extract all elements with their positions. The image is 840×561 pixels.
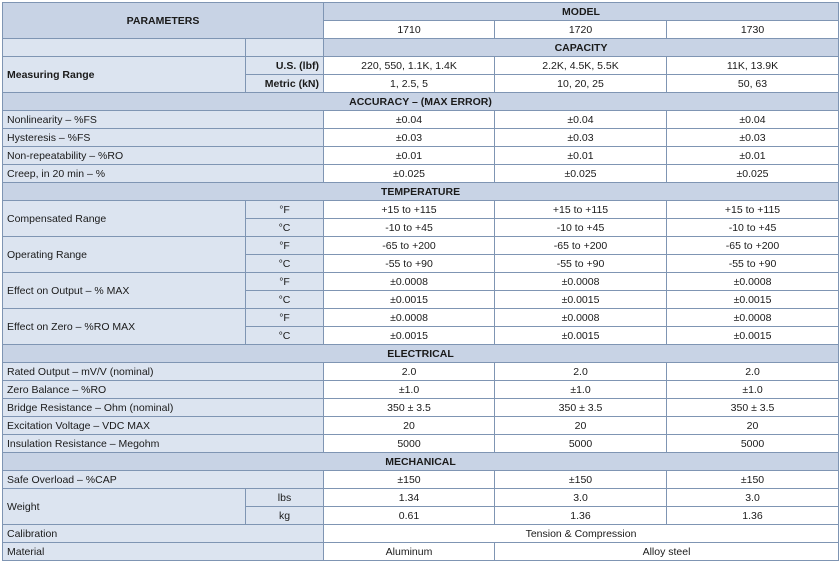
zero-balance-label: Zero Balance – %RO: [3, 381, 324, 399]
temperature-section-row: [3, 183, 839, 201]
table-row: [3, 435, 839, 453]
table-row: [3, 543, 839, 561]
model-header: MODEL: [324, 3, 839, 21]
capacity-spacer: [246, 39, 324, 57]
table-cell: 2.0: [495, 363, 667, 381]
table-row: [3, 471, 839, 489]
table-row: [3, 399, 839, 417]
table-cell: ±0.03: [667, 129, 839, 147]
table-row: [3, 417, 839, 435]
table-cell: 350 ± 3.5: [667, 399, 839, 417]
table-cell: 5000: [324, 435, 495, 453]
table-cell: 350 ± 3.5: [324, 399, 495, 417]
table-row: [3, 309, 839, 327]
unit-fahrenheit: °F: [246, 201, 324, 219]
table-row: [3, 381, 839, 399]
table-cell: ±0.04: [324, 111, 495, 129]
measuring-range-label: Measuring Range: [3, 57, 246, 93]
unit-celsius: °C: [246, 327, 324, 345]
table-row: [3, 201, 839, 219]
table-cell: -65 to +200: [324, 237, 495, 255]
unit-celsius: °C: [246, 255, 324, 273]
table-cell: ±0.03: [495, 129, 667, 147]
unit-fahrenheit: °F: [246, 273, 324, 291]
table-cell: -65 to +200: [667, 237, 839, 255]
table-cell: 20: [667, 417, 839, 435]
safe-overload-label: Safe Overload – %CAP: [3, 471, 324, 489]
table-cell: ±1.0: [495, 381, 667, 399]
table-cell: ±0.0008: [324, 273, 495, 291]
table-row: [3, 129, 839, 147]
table-cell: ±150: [324, 471, 495, 489]
table-row: [3, 111, 839, 129]
table-cell: ±0.0015: [324, 327, 495, 345]
table-cell: -10 to +45: [495, 219, 667, 237]
table-cell: ±0.0008: [324, 309, 495, 327]
table-cell: ±0.03: [324, 129, 495, 147]
material-1710: Aluminum: [324, 543, 495, 561]
excitation-voltage-label: Excitation Voltage – VDC MAX: [3, 417, 324, 435]
electrical-section-row: [3, 345, 839, 363]
unit-lbs: lbs: [246, 489, 324, 507]
insulation-resistance-label: Insulation Resistance – Megohm: [3, 435, 324, 453]
table-cell: 20: [495, 417, 667, 435]
hysteresis-label: Hysteresis – %FS: [3, 129, 324, 147]
unit-fahrenheit: °F: [246, 237, 324, 255]
table-cell: ±0.01: [667, 147, 839, 165]
bridge-resistance-label: Bridge Resistance – Ohm (nominal): [3, 399, 324, 417]
capacity-metric-1730: 50, 63: [667, 75, 839, 93]
table-cell: ±0.0015: [667, 291, 839, 309]
capacity-us-1730: 11K, 13.9K: [667, 57, 839, 75]
table-cell: -55 to +90: [667, 255, 839, 273]
capacity-us-1720: 2.2K, 4.5K, 5.5K: [495, 57, 667, 75]
mechanical-section-row: [3, 453, 839, 471]
table-row: [3, 489, 839, 507]
material-label: Material: [3, 543, 324, 561]
parameters-header: PARAMETERS: [3, 3, 324, 39]
table-row: [3, 363, 839, 381]
table-cell: +15 to +115: [495, 201, 667, 219]
unit-kg: kg: [246, 507, 324, 525]
table-cell: 1.36: [667, 507, 839, 525]
table-cell: 5000: [495, 435, 667, 453]
weight-label: Weight: [3, 489, 246, 525]
accuracy-section-row: [3, 93, 839, 111]
table-row: [3, 147, 839, 165]
mechanical-header: MECHANICAL: [3, 453, 839, 471]
table-cell: 20: [324, 417, 495, 435]
table-cell: -55 to +90: [324, 255, 495, 273]
capacity-us-row: [3, 57, 839, 75]
table-cell: ±0.0015: [324, 291, 495, 309]
accuracy-header: ACCURACY – (MAX ERROR): [3, 93, 839, 111]
table-cell: ±0.01: [495, 147, 667, 165]
unit-fahrenheit: °F: [246, 309, 324, 327]
model-1710: 1710: [324, 21, 495, 39]
unit-celsius: °C: [246, 219, 324, 237]
table-cell: ±150: [667, 471, 839, 489]
table-cell: ±0.04: [495, 111, 667, 129]
table-cell: -55 to +90: [495, 255, 667, 273]
table-cell: ±0.01: [324, 147, 495, 165]
table-cell: +15 to +115: [667, 201, 839, 219]
table-cell: 2.0: [667, 363, 839, 381]
table-cell: 3.0: [495, 489, 667, 507]
compensated-range-label: Compensated Range: [3, 201, 246, 237]
table-cell: 3.0: [667, 489, 839, 507]
table-row: [3, 237, 839, 255]
table-cell: ±0.025: [324, 165, 495, 183]
calibration-value: Tension & Compression: [324, 525, 839, 543]
creep-label: Creep, in 20 min – %: [3, 165, 324, 183]
temperature-header: TEMPERATURE: [3, 183, 839, 201]
table-cell: ±0.0015: [495, 327, 667, 345]
table-cell: 1.36: [495, 507, 667, 525]
material-1720-1730: Alloy steel: [495, 543, 839, 561]
us-lbf-label: U.S. (lbf): [246, 57, 324, 75]
table-cell: 350 ± 3.5: [495, 399, 667, 417]
header-row-model: [3, 3, 839, 21]
table-cell: -10 to +45: [324, 219, 495, 237]
table-cell: 1.34: [324, 489, 495, 507]
table-cell: ±150: [495, 471, 667, 489]
table-cell: -65 to +200: [495, 237, 667, 255]
capacity-spacer: [3, 39, 246, 57]
table-cell: +15 to +115: [324, 201, 495, 219]
table-row: [3, 273, 839, 291]
table-cell: ±1.0: [324, 381, 495, 399]
capacity-header: CAPACITY: [324, 39, 839, 57]
table-cell: ±0.0015: [495, 291, 667, 309]
table-cell: 0.61: [324, 507, 495, 525]
specifications-table: [2, 2, 839, 561]
table-cell: -10 to +45: [667, 219, 839, 237]
calibration-label: Calibration: [3, 525, 324, 543]
table-cell: ±0.0008: [495, 309, 667, 327]
table-cell: ±0.0015: [667, 327, 839, 345]
table-cell: ±0.025: [667, 165, 839, 183]
effect-on-output-label: Effect on Output – % MAX: [3, 273, 246, 309]
table-cell: ±0.0008: [667, 273, 839, 291]
table-cell: ±1.0: [667, 381, 839, 399]
nonlinearity-label: Nonlinearity – %FS: [3, 111, 324, 129]
table-cell: ±0.04: [667, 111, 839, 129]
table-cell: 5000: [667, 435, 839, 453]
metric-kn-label: Metric (kN): [246, 75, 324, 93]
effect-on-zero-label: Effect on Zero – %RO MAX: [3, 309, 246, 345]
model-1720: 1720: [495, 21, 667, 39]
rated-output-label: Rated Output – mV/V (nominal): [3, 363, 324, 381]
model-1730: 1730: [667, 21, 839, 39]
non-repeatability-label: Non-repeatability – %RO: [3, 147, 324, 165]
table-cell: ±0.0008: [667, 309, 839, 327]
operating-range-label: Operating Range: [3, 237, 246, 273]
table-cell: 2.0: [324, 363, 495, 381]
capacity-us-1710: 220, 550, 1.1K, 1.4K: [324, 57, 495, 75]
table-cell: ±0.0008: [495, 273, 667, 291]
table-row: [3, 165, 839, 183]
capacity-section-row: [3, 39, 839, 57]
table-cell: ±0.025: [495, 165, 667, 183]
electrical-header: ELECTRICAL: [3, 345, 839, 363]
table-row: [3, 525, 839, 543]
unit-celsius: °C: [246, 291, 324, 309]
capacity-metric-1710: 1, 2.5, 5: [324, 75, 495, 93]
capacity-metric-1720: 10, 20, 25: [495, 75, 667, 93]
